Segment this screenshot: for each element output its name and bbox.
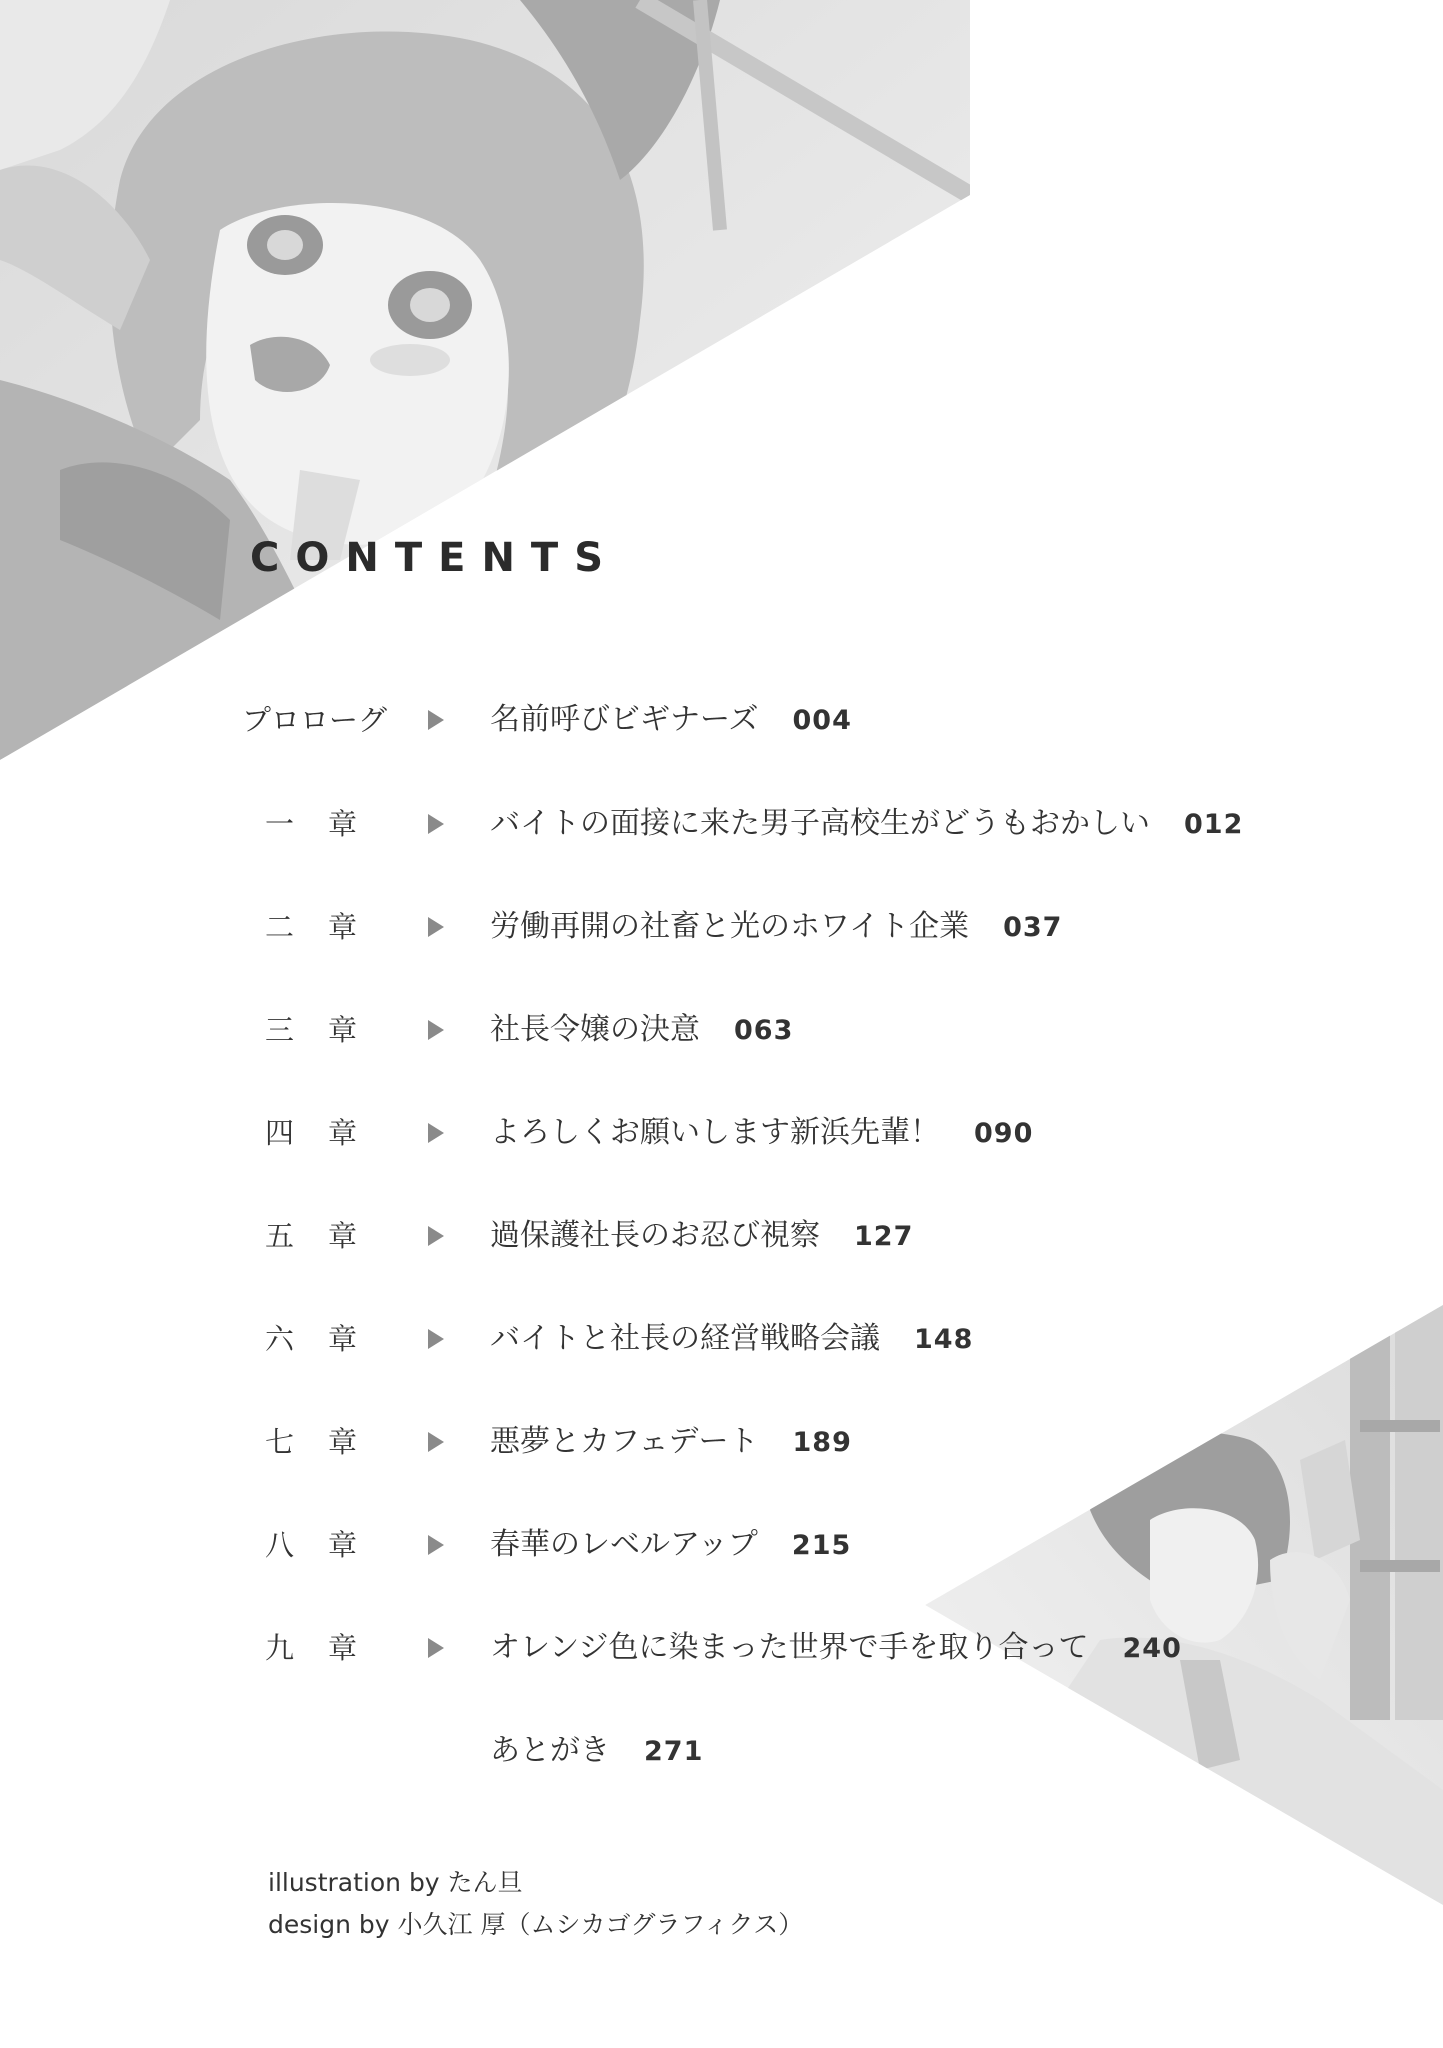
triangle-arrow-icon bbox=[428, 1329, 444, 1349]
entry-page-number: 012 bbox=[1184, 809, 1244, 840]
chapter-label: 五章 bbox=[265, 1219, 392, 1253]
entry-page-number: 271 bbox=[644, 1736, 704, 1767]
illustration-credit: illustration by たん旦 bbox=[268, 1868, 523, 1897]
entry-title: 春華のレベルアップ bbox=[490, 1527, 758, 1562]
toc-entry-chapter-1[interactable] bbox=[0, 804, 1443, 844]
chapter-label: 三章 bbox=[265, 1013, 392, 1047]
chapter-label: 一章 bbox=[265, 807, 392, 841]
chapter-label: 四章 bbox=[265, 1116, 392, 1150]
triangle-arrow-icon bbox=[428, 1226, 444, 1246]
entry-page-number: 240 bbox=[1122, 1633, 1182, 1664]
entry-title: 過保護社長のお忍び視察 bbox=[490, 1218, 820, 1253]
entry-page-number: 037 bbox=[1003, 912, 1063, 943]
toc-entry-chapter-4[interactable] bbox=[0, 1113, 1443, 1153]
triangle-arrow-icon bbox=[428, 1535, 444, 1555]
toc-entry-chapter-7[interactable] bbox=[0, 1422, 1443, 1462]
triangle-arrow-icon bbox=[428, 1123, 444, 1143]
triangle-arrow-icon bbox=[428, 1638, 444, 1658]
toc-entry-chapter-5[interactable] bbox=[0, 1216, 1443, 1256]
design-credit: design by 小久江 厚（ムシカゴグラフィクス） bbox=[268, 1910, 804, 1939]
chapter-label: 七章 bbox=[265, 1425, 392, 1459]
entry-page-number: 148 bbox=[914, 1324, 974, 1355]
entry-title: 悪夢とカフェデート bbox=[490, 1424, 759, 1459]
entry-title: オレンジ色に染まった世界で手を取り合って bbox=[490, 1630, 1089, 1665]
contents-heading: CONTENTS bbox=[250, 535, 620, 581]
entry-title: バイトの面接に来た男子高校生がどうもおかしい bbox=[490, 806, 1150, 841]
entry-title: バイトと社長の経営戦略会議 bbox=[490, 1321, 880, 1356]
entry-page-number: 063 bbox=[734, 1015, 794, 1046]
triangle-arrow-icon bbox=[428, 710, 444, 730]
triangle-arrow-icon bbox=[428, 1432, 444, 1452]
chapter-label: 六章 bbox=[265, 1322, 392, 1356]
triangle-arrow-icon bbox=[428, 1020, 444, 1040]
toc-entry-prologue[interactable] bbox=[0, 700, 1443, 740]
entry-page-number: 004 bbox=[792, 705, 852, 736]
entry-title: よろしくお願いします新浜先輩！ bbox=[490, 1115, 940, 1150]
toc-entry-chapter-6[interactable] bbox=[0, 1319, 1443, 1359]
triangle-arrow-icon bbox=[428, 814, 444, 834]
entry-page-number: 090 bbox=[974, 1118, 1034, 1149]
entry-title: 社長令嬢の決意 bbox=[490, 1012, 700, 1047]
toc-entry-chapter-2[interactable] bbox=[0, 907, 1443, 947]
entry-title: 労働再開の社畜と光のホワイト企業 bbox=[490, 909, 970, 944]
toc-entry-chapter-8[interactable] bbox=[0, 1525, 1443, 1565]
entry-page-number: 127 bbox=[854, 1221, 914, 1252]
toc-entry-chapter-3[interactable] bbox=[0, 1010, 1443, 1050]
triangle-arrow-icon bbox=[428, 917, 444, 937]
entry-page-number: 189 bbox=[792, 1427, 852, 1458]
entry-page-number: 215 bbox=[791, 1530, 852, 1561]
toc-entry-afterword[interactable] bbox=[0, 1731, 1443, 1771]
chapter-label: プロローグ bbox=[242, 703, 388, 737]
chapter-label: 九章 bbox=[265, 1631, 392, 1665]
toc-entry-chapter-9[interactable] bbox=[0, 1628, 1443, 1668]
credits bbox=[268, 1862, 803, 1946]
chapter-label: 二章 bbox=[265, 910, 392, 944]
entry-title: あとがき bbox=[490, 1733, 610, 1768]
chapter-label: 八章 bbox=[265, 1528, 392, 1562]
entry-title: 名前呼びビギナーズ bbox=[490, 702, 759, 737]
